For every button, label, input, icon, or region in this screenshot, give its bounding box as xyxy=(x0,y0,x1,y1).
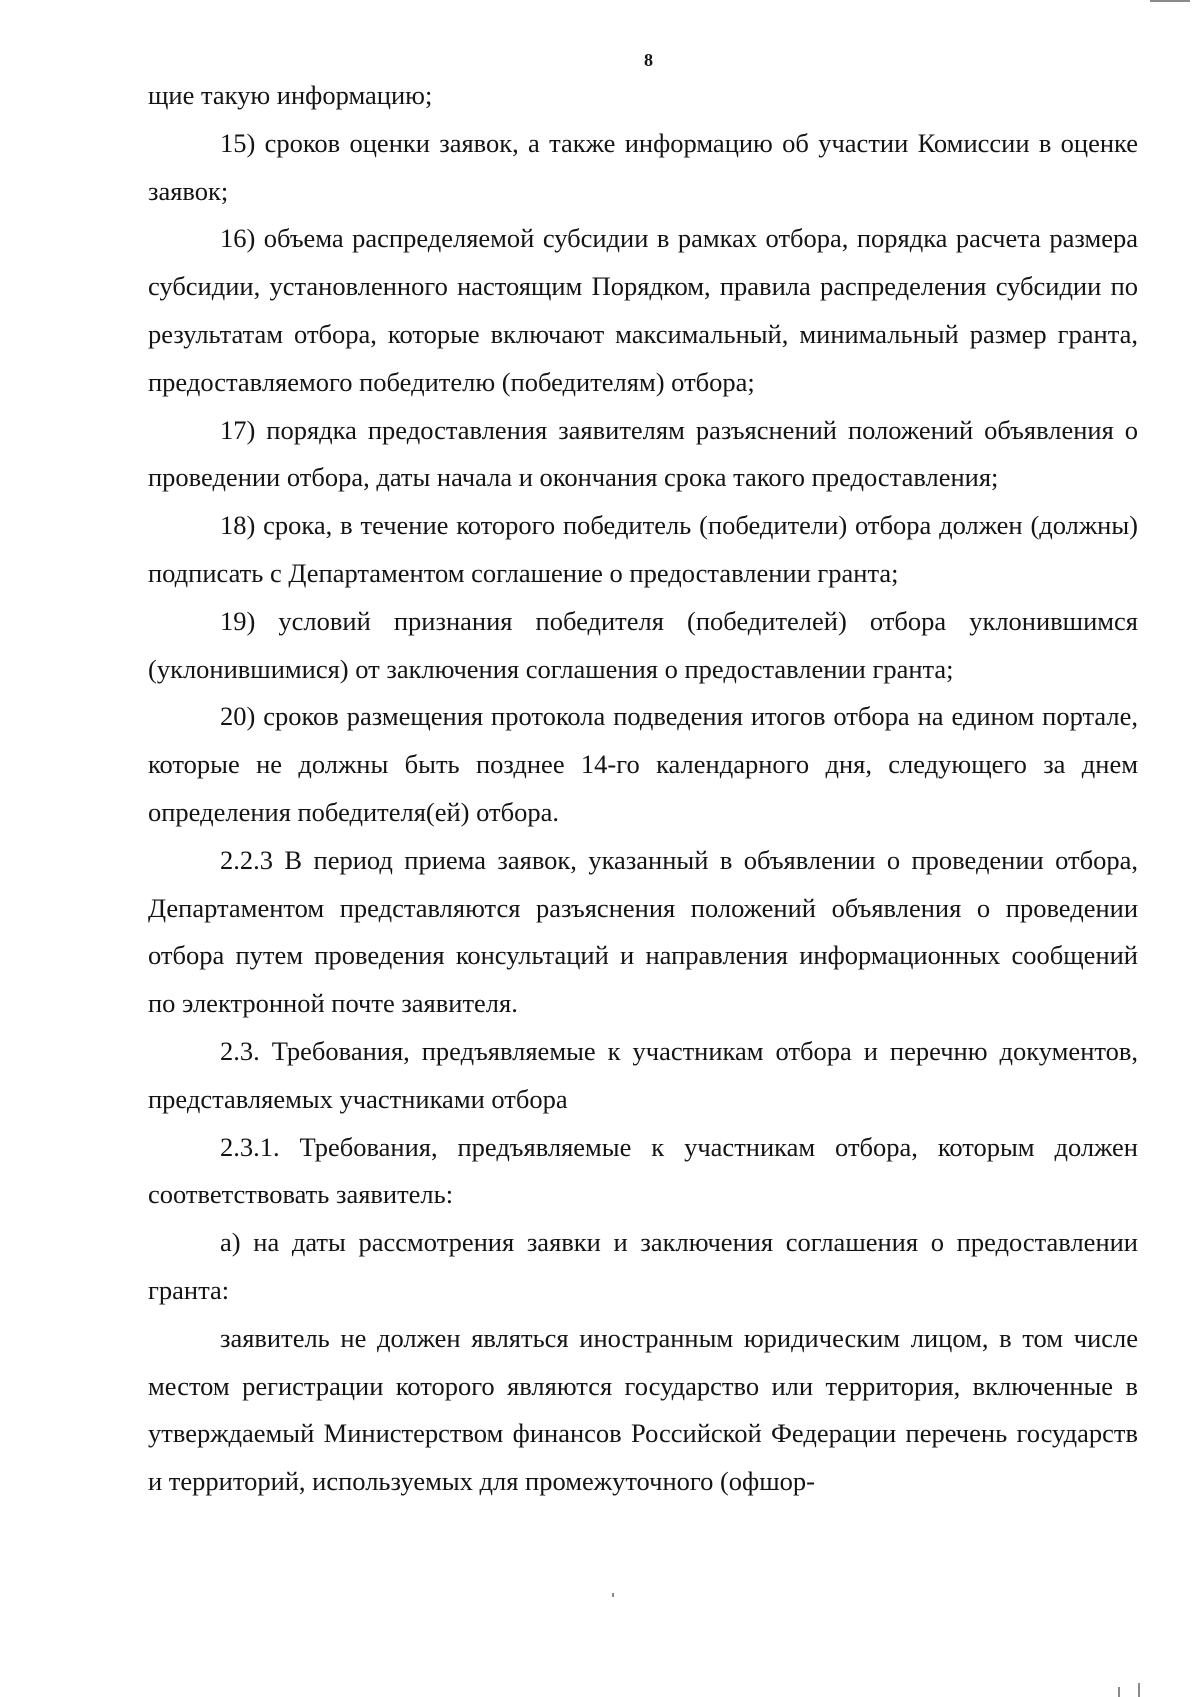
paragraph-2: 15) сроков оценки заявок, а также информацию об участии Комиссии в оценке заявок; xyxy=(148,127,1138,206)
paragraph-12: заявитель не должен являться иностранным юридическим лицом, в том числе местом регистрации которого являются государство или территория, включенные в утверждаемый Министерством финансов Российской Федерации перечень государств и территорий, используемых для промежуточного (офшор- xyxy=(148,1322,1138,1497)
scan-artifact-bottom-center xyxy=(612,1593,614,1597)
paragraph-9: 2.3. Требования, предъявляемые к участникам отбора и перечню документов, представляемых участниками отбора xyxy=(148,1035,1138,1114)
paragraph-6: 19) условий признания победителя (победителей) отбора уклонившимся (уклонившимися) от заключения соглашения о предоставлении гранта; xyxy=(148,605,1138,684)
paragraph-4: 17) порядка предоставления заявителям разъяснений положений объявления о проведении отбора, даты начала и окончания срока такого предоставления; xyxy=(148,414,1138,493)
scan-artifact-top-right xyxy=(1150,0,1190,2)
paragraph-3: 16) объема распределяемой субсидии в рамках отбора, порядка расчета размера субсидии, установленного настоящим Порядком, правила распределения субсидии по результатам отбора, которые включают максимальный, минимальный размер гранта, предоставляемого победителю (победителям) отбора; xyxy=(148,223,1138,397)
scan-artifact-bottom-right-2 xyxy=(1118,1687,1120,1697)
paragraph-11: а) на даты рассмотрения заявки и заключения соглашения о предоставлении гранта: xyxy=(148,1227,1138,1305)
document-body xyxy=(148,72,1138,1506)
paragraph-1: щие такую информацию; xyxy=(148,80,433,110)
page-number: 8 xyxy=(644,50,653,70)
paragraph-10: 2.3.1. Требования, предъявляемые к участникам отбора, которым должен соответствовать заявитель: xyxy=(148,1131,1138,1210)
paragraph-5: 18) срока, в течение которого победитель (победители) отбора должен (должны) подписать с Департаментом соглашение о предоставлении гранта; xyxy=(148,510,1138,588)
scan-artifact-bottom-right xyxy=(1138,1683,1140,1697)
paragraph-7: 20) сроков размещения протокола подведения итогов отбора на едином портале, которые не должны быть позднее 14-го календарного дня, следующего за днем определения победителя(ей) отбора. xyxy=(148,701,1138,827)
paragraph-8: 2.2.3 В период приема заявок, указанный в объявлении о проведении отбора, Департаментом представляются разъяснения положений объявления о проведении отбора путем проведения консультаций и направления информационных сообщений по электронной почте заявителя. xyxy=(148,844,1138,1019)
